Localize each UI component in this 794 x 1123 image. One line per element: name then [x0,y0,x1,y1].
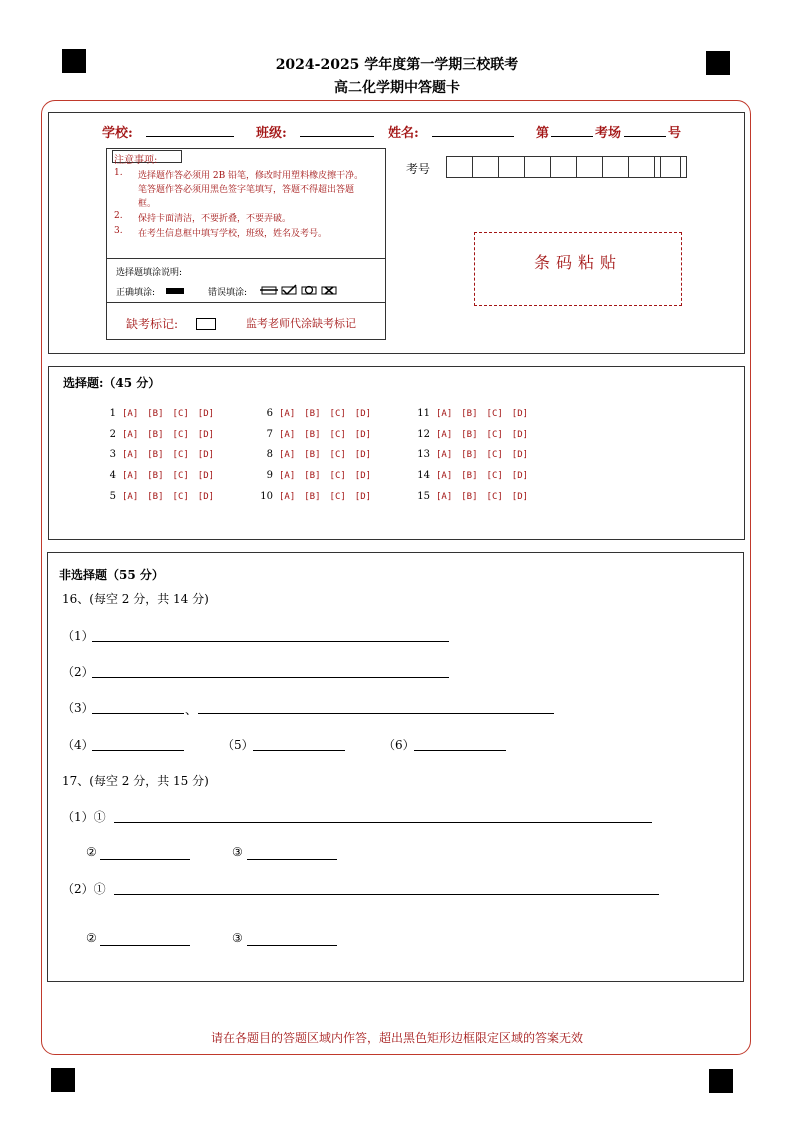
q17-part-2-label-3: ③ [232,931,243,945]
nonchoice-section-box [47,552,744,982]
q16-part-5-answer[interactable] [253,750,345,751]
choice-question-row [257,491,380,502]
question-number: 5 [109,491,116,502]
choice-bubble-option[interactable]: [A] [122,450,139,460]
choice-bubble-option[interactable]: [B] [304,492,321,502]
choice-bubble-option[interactable]: [C] [329,450,346,460]
choice-bubble-option[interactable]: [C] [172,471,189,481]
choice-bubble-option[interactable]: [D] [511,450,529,460]
barcode-area: 条码粘贴 [474,232,682,306]
q16-part-5-label: （5） [222,738,254,752]
choice-bubble-option[interactable]: [B] [147,450,164,460]
choice-bubble-option[interactable]: [B] [147,471,164,481]
choice-bubble-option[interactable]: [D] [511,409,529,419]
room-label: 考场 [595,126,622,141]
class-label: 班级: [256,126,287,141]
choice-bubble-option[interactable]: [A] [279,492,296,502]
choice-bubble-option[interactable]: [B] [304,409,321,419]
exam-no-cell[interactable] [550,156,577,178]
notice-heading: 注意事项: [114,155,158,166]
question-number: 9 [266,470,273,481]
question-number: 11 [417,408,430,419]
choice-bubble-option[interactable]: [C] [329,471,346,481]
q17-part-1-answer-1[interactable] [114,822,652,823]
exam-no-cell[interactable] [660,156,687,178]
question-number: 12 [417,429,430,440]
question-number: 15 [417,491,430,502]
question-number: 3 [109,449,116,460]
choice-question-row [414,491,537,502]
notice-divider [106,258,386,259]
choice-bubble-option[interactable]: [D] [354,409,372,419]
correct-fill-label: 正确填涂: [116,288,156,298]
q16-part-6-label: （6） [383,738,415,752]
choice-question-row [100,429,223,440]
q16-part-1-answer[interactable] [92,641,449,642]
question-number: 8 [266,449,273,460]
choice-bubble-option[interactable]: [B] [147,409,164,419]
notice-item-text: 选择题作答必须用 2B 铅笔，修改时用塑料橡皮擦干净。 [138,171,364,181]
fill-heading: 选择题填涂说明: [116,268,183,278]
choice-bubble-option[interactable]: [B] [461,430,478,440]
q16-part-6-answer[interactable] [414,750,506,751]
q16-part-3-answer-a[interactable] [92,713,184,714]
choice-bubble-option[interactable]: [C] [329,492,346,502]
q17-part-2-answer-3[interactable] [247,945,337,946]
choice-bubble-option[interactable]: [D] [197,492,215,502]
page-title: 2024-2025 学年度第一学期三校联考 [275,57,519,73]
corner-marker-bottom-left [51,1068,75,1092]
question-number: 13 [417,449,430,460]
choice-heading: 选择题:（45 分） [63,376,161,390]
choice-bubble-option[interactable]: [B] [304,450,321,460]
choice-bubble-option[interactable]: [B] [304,430,321,440]
question-number: 4 [109,470,116,481]
q16-part-4-answer[interactable] [92,750,184,751]
absent-note: 监考老师代涂缺考标记 [246,317,356,330]
room-field[interactable] [551,136,593,137]
q17-part-2-label-2: ② [86,931,97,945]
exam-no-cell[interactable] [524,156,551,178]
choice-question-row [100,470,223,481]
q17-part-1-answer-3[interactable] [247,859,337,860]
choice-bubble-option[interactable]: [C] [486,450,503,460]
choice-bubble-option[interactable]: [B] [304,471,321,481]
choice-bubble-option[interactable]: [C] [486,492,503,502]
choice-bubble-option[interactable]: [D] [511,471,529,481]
choice-bubble-option[interactable]: [D] [354,492,372,502]
choice-bubble-option[interactable]: [B] [461,450,478,460]
notice-item-no: 2. [114,211,123,221]
q17-part-1-label: （1）① [62,810,106,824]
choice-bubble-option[interactable]: [D] [511,430,529,440]
q17-title: 17、(每空 2 分，共 15 分) [62,774,209,788]
choice-bubble-option[interactable]: [A] [122,492,139,502]
choice-bubble-option[interactable]: [A] [279,450,296,460]
notice-divider [106,302,386,303]
choice-bubble-option[interactable]: [D] [197,409,215,419]
notice-item-no: 1. [114,168,123,178]
choice-question-row [100,491,223,502]
absent-checkbox[interactable] [196,318,216,330]
choice-bubble-option[interactable]: [C] [172,492,189,502]
question-number: 2 [109,429,116,440]
q16-part-3-answer-b[interactable] [198,713,554,714]
choice-bubble-option[interactable]: [B] [461,492,478,502]
choice-bubble-option[interactable]: [A] [279,430,296,440]
question-number: 10 [260,491,273,502]
q16-title: 16、(每空 2 分，共 14 分) [62,592,209,606]
notice-item-text: 保持卡面清洁，不要折叠，不要弄破。 [138,214,292,224]
choice-bubble-option[interactable]: [A] [122,471,139,481]
choice-bubble-option[interactable]: [A] [436,450,453,460]
page-subtitle: 高二化学期中答题卡 [334,80,460,96]
choice-bubble-option[interactable]: [A] [279,409,296,419]
choice-bubble-option[interactable]: [D] [354,430,372,440]
notice-item-no: 3. [114,226,123,236]
exam-no-cell[interactable] [628,156,655,178]
school-label: 学校: [102,126,133,141]
choice-bubble-option[interactable]: [A] [436,492,453,502]
choice-bubble-option[interactable]: [C] [329,409,346,419]
question-number: 14 [417,470,430,481]
exam-no-cell[interactable] [498,156,525,178]
q16-part-3-label: （3） [62,701,94,715]
q17-part-2-answer-1[interactable] [114,894,659,895]
exam-no-cell[interactable] [602,156,629,178]
choice-question-row [100,449,223,460]
q17-part-2-label: （2）① [62,882,106,896]
choice-bubble-option[interactable]: [A] [122,430,139,440]
choice-bubble-option[interactable]: [A] [122,409,139,419]
choice-bubble-option[interactable]: [A] [279,471,296,481]
seat-label: 号 [668,126,682,141]
question-number: 7 [266,429,273,440]
choice-bubble-option[interactable]: [B] [461,471,478,481]
question-number: 1 [109,408,116,419]
choice-bubble-option[interactable]: [D] [197,471,215,481]
correct-fill-sample [166,288,184,294]
nonchoice-heading: 非选择题（55 分） [59,568,164,582]
choice-bubble-option[interactable]: [A] [436,471,453,481]
room-prefix: 第 [536,126,550,141]
choice-bubble-option[interactable]: [D] [197,450,215,460]
q17-part-1-label-3: ③ [232,845,243,859]
q16-part-4-label: （4） [62,738,94,752]
name-field[interactable] [432,136,514,137]
q17-part-1-label-2: ② [86,845,97,859]
q17-part-2-answer-2[interactable] [100,945,190,946]
choice-question-row [100,408,223,419]
choice-question-row [257,470,380,481]
choice-question-row [257,408,380,419]
exam-no-cell[interactable] [472,156,499,178]
notice-item-text: 在考生信息框中填写学校，班级，姓名及考号。 [138,229,328,239]
seat-field[interactable] [624,136,666,137]
choice-bubble-option[interactable]: [A] [436,430,453,440]
choice-bubble-option[interactable]: [C] [486,409,503,419]
exam-no-label: 考号 [406,162,431,176]
exam-no-cell[interactable] [576,156,603,178]
q16-part-2-answer[interactable] [92,677,449,678]
absent-label: 缺考标记: [126,317,179,331]
choice-bubble-option[interactable]: [B] [147,492,164,502]
choice-question-row [257,449,380,460]
q16-part-2-label: （2） [62,665,94,679]
corner-marker-bottom-right [709,1069,733,1093]
choice-bubble-option[interactable]: [C] [486,471,503,481]
choice-bubble-option[interactable]: [B] [461,409,478,419]
choice-question-row [414,449,537,460]
choice-question-row [257,429,380,440]
choice-bubble-option[interactable]: [C] [172,430,189,440]
notice-item-text: 笔答题作答必须用黑色签字笔填写，答题不得超出答题 [138,185,355,195]
choice-bubble-option[interactable]: [D] [197,430,215,440]
notice-item-text: 框。 [138,199,157,209]
wrong-fill-label: 错误填涂: [208,288,248,298]
q16-part-3-separator: 、 [185,703,198,717]
choice-bubble-option[interactable]: [D] [354,450,372,460]
footer-warning: 请在各题目的答题区域内作答，超出黑色矩形边框限定区域的答案无效 [210,1031,583,1045]
exam-no-cell[interactable] [446,156,473,178]
q17-part-1-answer-2[interactable] [100,859,190,860]
school-field[interactable] [146,136,234,137]
choice-bubble-option[interactable]: [C] [172,450,189,460]
choice-bubble-option[interactable]: [D] [511,492,529,502]
choice-question-row [414,408,537,419]
choice-bubble-option[interactable]: [C] [486,430,503,440]
wrong-fill-samples [258,283,344,297]
q16-part-1-label: （1） [62,629,94,643]
name-label: 姓名: [388,126,419,141]
question-number: 6 [266,408,273,419]
choice-bubble-option[interactable]: [C] [172,409,189,419]
choice-bubble-option[interactable]: [D] [354,471,372,481]
class-field[interactable] [300,136,374,137]
choice-bubble-option[interactable]: [C] [329,430,346,440]
choice-question-row [414,470,537,481]
choice-bubble-option[interactable]: [A] [436,409,453,419]
choice-question-row [414,429,537,440]
choice-bubble-option[interactable]: [B] [147,430,164,440]
